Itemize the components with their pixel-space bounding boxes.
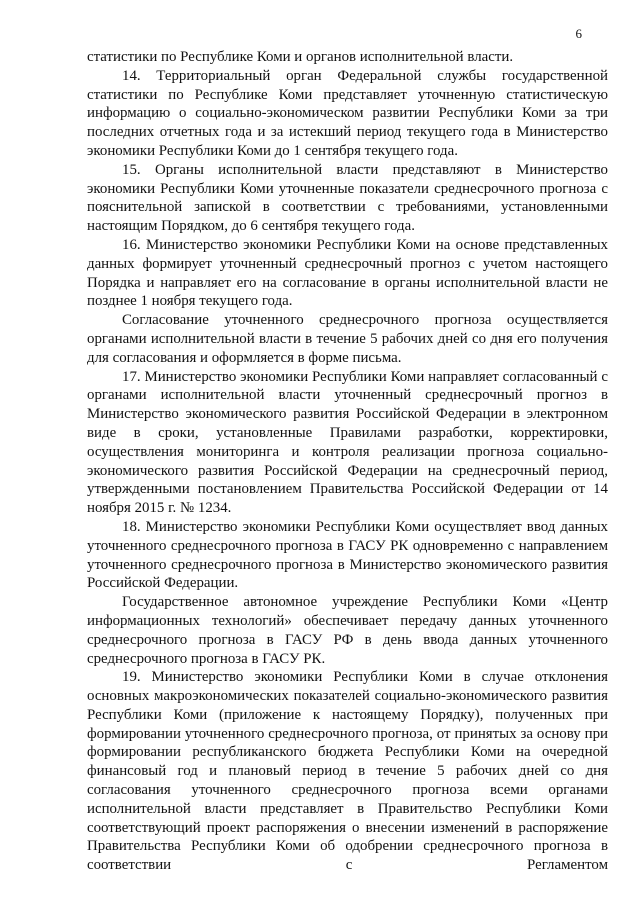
paragraph-item-17: 17. Министерство экономики Республики Коми направляет согласованный с органами исполнительной власти уточненный среднесрочный прогноз в Министерство экономического развития Российской Федерации в электронном виде в сроки, установленные Правилами разработки, корректировки, осуществления мониторинга и контроля реализации прогноза социально-экономического развития Российской Федерации на среднесрочный период, утвержденными постановлением Правительства Российской Федерации от 14 ноября 2015 г. № 1234. — [87, 368, 608, 517]
paragraph-item-19: 19. Министерство экономики Республики Коми в случае отклонения основных макроэкономических показателей социально-экономического развития Республики Коми (приложение к настоящему Порядку), полученных при формировании уточненного среднесрочного прогноза, от принятых за основу при формировании республиканского бюджета Республики Коми на очередной финансовый год и плановый период в течение 5 рабочих дней со дня согласования уточненного среднесрочного прогноза всеми органами исполнительной власти представляет в Правительство Республики Коми соответствующий проект распоряжения о внесении изменений в распоряжение Правительства Республики Коми об одобрении среднесрочного прогноза в соответствии с Регламентом — [87, 669, 608, 874]
document-body — [87, 48, 608, 875]
page-number: 6 — [575, 26, 582, 41]
paragraph-continuation: статистики по Республике Коми и органов исполнительной власти. — [87, 49, 514, 65]
paragraph-agreement: Согласование уточненного среднесрочного прогноза осуществляется органами исполнительной власти в течение 5 рабочих дней со дня его получения для согласования и оформляется в форме письма. — [87, 312, 608, 366]
paragraph-item-18: 18. Министерство экономики Республики Коми осуществляет ввод данных уточненного среднесрочного прогноза в ГАСУ РК одновременно с направлением уточненного среднесрочного прогноза в Министерство экономического развития Российской Федерации. — [87, 518, 608, 592]
paragraph-it-center: Государственное автономное учреждение Республики Коми «Центр информационных технологий» обеспечивает передачу данных уточненного среднесрочного прогноза в ГАСУ РФ в день ввода данных уточненного среднесрочного прогноза в ГАСУ РК. — [87, 594, 608, 667]
paragraph-item-15: 15. Органы исполнительной власти представляют в Министерство экономики Республики Коми уточненные показатели среднесрочного прогноза с пояснительной запиской в соответствии с требованиями, установленными настоящим Порядком, до 6 сентября текущего года. — [87, 161, 608, 235]
paragraph-item-16: 16. Министерство экономики Республики Коми на основе представленных данных формирует уточненный среднесрочный прогноз с учетом настоящего Порядка и направляет его на согласование в органы исполнительной власти не позднее 1 ноября текущего года. — [87, 236, 608, 310]
paragraph-item-14: 14. Территориальный орган Федеральной службы государственной статистики по Республике Коми представляет уточненную статистическую информацию о социально-экономическом развитии Республики Коми за три последних отчетных года и за истекший период текущего года в Министерство экономики Республики Коми до 1 сентября текущего года. — [87, 67, 608, 159]
